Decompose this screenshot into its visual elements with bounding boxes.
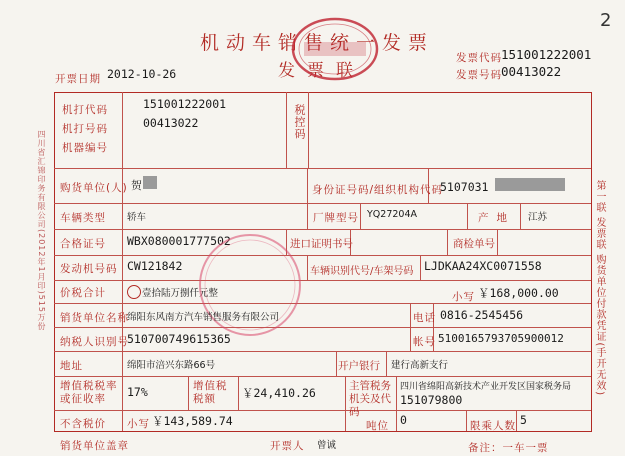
machine-code: 151001222001 xyxy=(143,97,227,111)
account-label: 帐号 xyxy=(413,336,436,348)
engine: CW121842 xyxy=(127,259,183,273)
machine-no: 00413022 xyxy=(143,116,199,130)
seller: 绵阳东风南方汽车销售服务有限公司 xyxy=(127,312,280,323)
address-label: 地址 xyxy=(60,360,83,372)
id-label: 身份证号码/组织机构代码 xyxy=(312,184,444,196)
inspection-label: 商检单号 xyxy=(453,238,495,250)
bank: 建行高新支行 xyxy=(391,360,449,371)
account: 5100165793705900012 xyxy=(438,332,564,345)
passengers-label: 限乘人数 xyxy=(470,420,516,432)
tonnage-label: 吨位 xyxy=(366,420,389,432)
bank-label: 开户银行 xyxy=(338,360,380,372)
vehicle-type: 轿车 xyxy=(127,212,147,223)
copy-note: 第一联 发票联 购货单位付款凭证(手开无效) xyxy=(594,180,605,397)
cert-label: 合格证号 xyxy=(60,238,106,250)
total-small: ￥168,000.00 xyxy=(478,286,559,300)
tax-office-code: 151079800 xyxy=(400,393,463,407)
vat-rate-label: 增值税税率或征收率 xyxy=(60,380,118,405)
taxid: 510700749615365 xyxy=(127,332,231,346)
taxid-label: 纳税人识别号 xyxy=(60,336,129,348)
printer-note: 四川省汇锦印务有限公司(2012年1月印)515万份 xyxy=(37,130,46,331)
seal-label: 销货单位盖章 xyxy=(60,440,129,452)
machine-serial-label: 机器编号 xyxy=(62,142,108,154)
vat-rate: 17% xyxy=(127,385,148,399)
tax-office: 四川省绵阳高新技术产业开发区国家税务局 xyxy=(400,382,572,392)
passengers: 5 xyxy=(520,413,527,427)
invoice-code: 151001222001 xyxy=(501,47,592,62)
issuer: 曾诚 xyxy=(317,440,337,451)
buyer-name: 贺 xyxy=(131,179,142,192)
total-label: 价税合计 xyxy=(60,287,106,299)
total-words: 壹拾陆万捌仟元整 xyxy=(142,288,219,299)
dealer-seal-icon xyxy=(195,230,305,340)
issue-date-label: 开票日期 xyxy=(55,73,101,85)
tax-control-label: 税控码 xyxy=(293,104,306,140)
redaction-block xyxy=(143,176,157,189)
invoice-subtitle: 发票联 xyxy=(278,61,365,81)
invoice-no-label: 发票号码 xyxy=(456,69,502,81)
engine-label: 发动机号码 xyxy=(60,263,118,275)
issue-date: 2012-10-26 xyxy=(107,67,177,81)
vin: LJDKAA24XC0071558 xyxy=(424,259,542,273)
phone: 0816-2545456 xyxy=(440,308,524,322)
supervision-seal-icon xyxy=(290,16,380,82)
issuer-label: 开票人 xyxy=(270,440,305,452)
origin: 江苏 xyxy=(528,212,548,223)
seller-label: 销货单位名称 xyxy=(60,312,129,324)
machine-no-label: 机打号码 xyxy=(62,123,108,135)
cert: WBX080001777502 xyxy=(127,234,231,248)
corner-mark: 2 xyxy=(600,10,612,31)
import-label: 进口证明书号 xyxy=(290,238,353,250)
note-label: 备注：一车一票 xyxy=(468,442,549,454)
pretax: ￥143,589.74 xyxy=(152,414,233,428)
vat-amount: ￥24,410.26 xyxy=(242,386,316,400)
pretax-small-label: 小写 xyxy=(127,418,150,430)
model-label: 厂牌型号 xyxy=(313,212,359,224)
tax-office-label: 主管税务机关及代码 xyxy=(349,380,391,418)
origin-label: 产地 xyxy=(478,212,515,224)
vat-amount-label: 增值税税额 xyxy=(193,380,228,405)
invoice-code-label: 发票代码 xyxy=(456,52,502,64)
tonnage: 0 xyxy=(400,413,407,427)
machine-code-label: 机打代码 xyxy=(62,104,108,116)
address: 绵阳市涪兴东路66号 xyxy=(127,360,216,371)
id-value: 5107031 xyxy=(440,180,489,194)
vin-label: 车辆识别代号/车架号码 xyxy=(310,266,414,277)
pretax-label: 不含税价 xyxy=(60,418,106,430)
phone-label: 电话 xyxy=(413,312,436,324)
model: YQ27204A xyxy=(367,209,418,220)
redaction-block xyxy=(495,178,565,191)
currency-circle-icon xyxy=(127,285,141,299)
vehicle-type-label: 车辆类型 xyxy=(60,212,106,224)
invoice-title: 机动车销售统一发票 xyxy=(200,32,435,54)
invoice-no: 00413022 xyxy=(501,64,562,79)
total-small-label: 小写 xyxy=(452,291,475,303)
buyer-label: 购货单位(人) xyxy=(60,182,128,194)
